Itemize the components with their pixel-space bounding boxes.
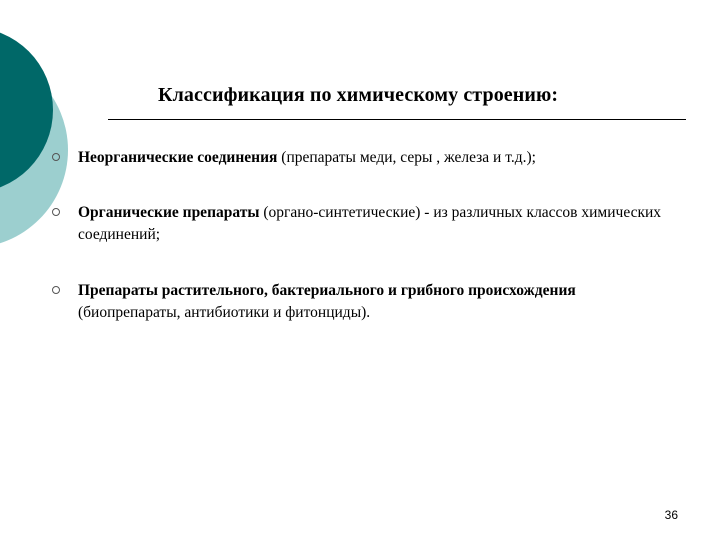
list-item-description: (биопрепараты, антибиотики и фитонциды). [78,304,371,321]
list-item-text [78,202,672,246]
list-item-description: (препараты меди, серы , железа и т.д.); [277,149,536,166]
list-item-term: Препараты растительного, бактериального и грибного происхождения [78,282,576,299]
circle-bullet-icon [52,286,60,294]
circle-bullet-icon [52,153,60,161]
slide-title: Классификация по химическому строению: [158,84,559,106]
list-item [52,202,672,246]
list-item-text [78,147,672,169]
list-item-term: Органические препараты [78,204,260,221]
list-item [52,147,672,169]
list-item-text [78,280,672,324]
page-number: 36 [664,508,678,522]
title-underline [108,119,686,120]
list-item-term: Неорганические соединения [78,149,278,166]
list-item [52,280,672,324]
circle-bullet-icon [52,208,60,216]
list-item-description: (органо-синтетические) - из различных классов химических соединений; [78,204,662,243]
